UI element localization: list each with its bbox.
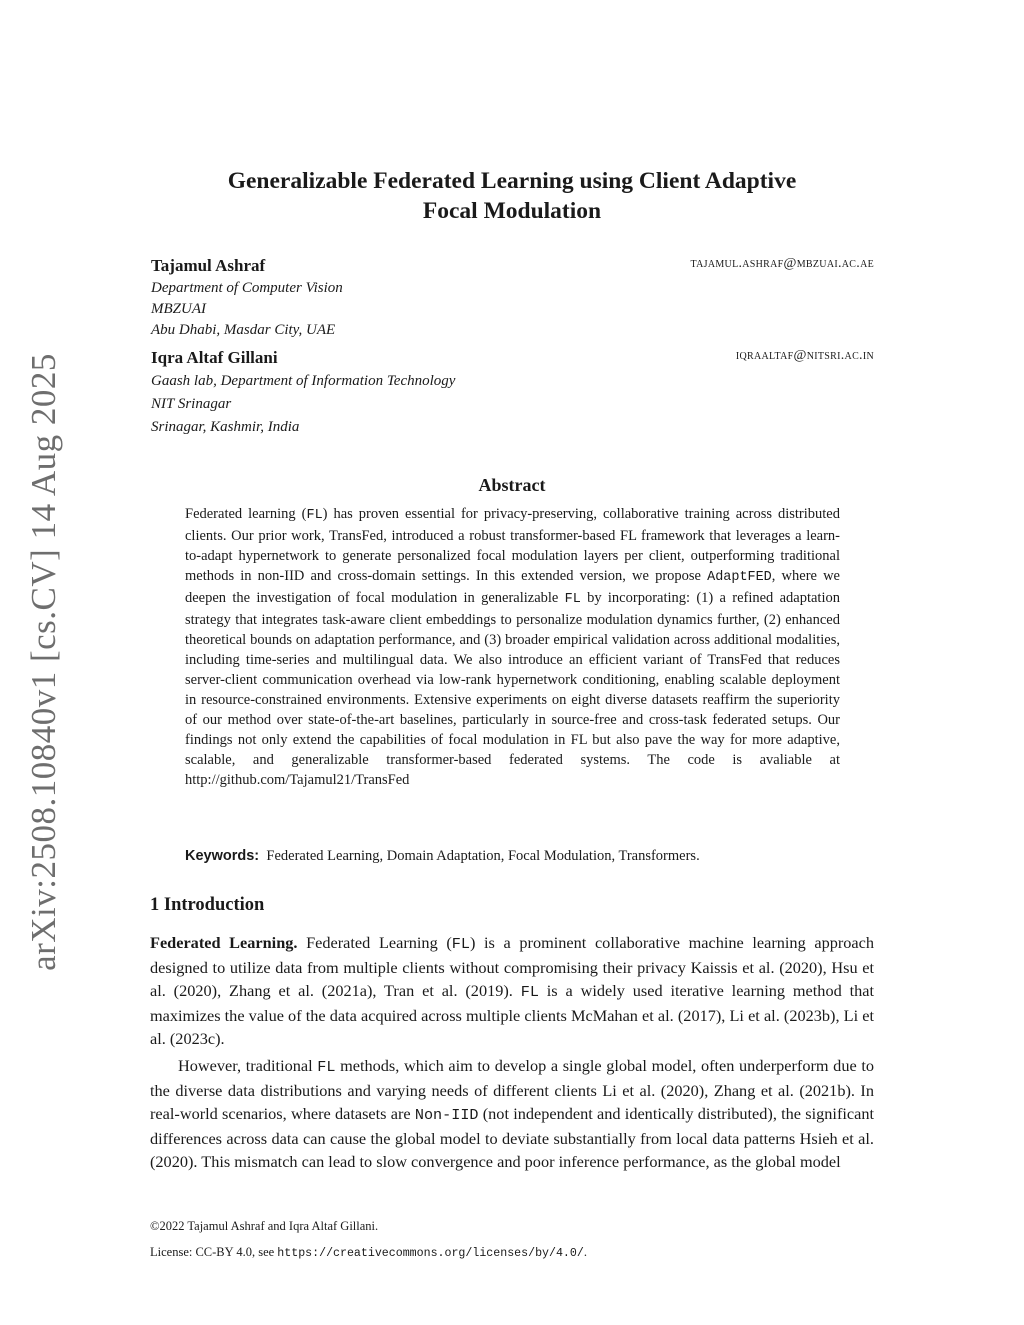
author-institution: MBZUAI: [151, 301, 206, 317]
code-term: FL: [564, 592, 581, 607]
keywords-list: Federated Learning, Domain Adaptation, Focal Modulation, Transformers.: [266, 848, 700, 864]
license-line: [150, 1239, 587, 1267]
code-term: AdaptFED: [707, 570, 772, 585]
author-location: Abu Dhabi, Masdar City, UAE: [151, 322, 336, 338]
author-email[interactable]: iqraaltaf@nitsri.ac.in: [735, 348, 874, 363]
author-department: Gaash lab, Department of Information Technology: [151, 373, 456, 389]
keywords-label: Keywords:: [185, 848, 260, 864]
introduction-body: [150, 931, 874, 1173]
code-term: FL: [451, 935, 470, 953]
license-link[interactable]: https://creativecommons.org/licenses/by/4.0/: [277, 1247, 584, 1260]
author-name: Tajamul Ashraf: [151, 256, 266, 275]
section-heading-introduction: 1 Introduction: [150, 895, 265, 915]
paragraph: [150, 931, 874, 1050]
author-institution: NIT Srinagar: [151, 396, 232, 412]
author-block-1: [151, 254, 874, 341]
author-name: Iqra Altaf Gillani: [151, 348, 278, 367]
arxiv-sidebar-stamp: arXiv:2508.10840v1 [cs.CV] 14 Aug 2025: [24, 353, 63, 971]
abstract-heading: Abstract: [478, 475, 546, 495]
body-text: Federated Learning (: [297, 933, 452, 952]
license-end: .: [583, 1245, 587, 1259]
author-location: Srinagar, Kashmir, India: [151, 419, 300, 435]
abstract-text: Federated learning (: [185, 506, 307, 522]
body-text: methods, which aim to develop a single global model, often underperform due to the diverse data distributions and varying needs of different clients Li et al. (2020), Zhang et al. (2021b). In real-world scenarios, where datasets are: [150, 1056, 874, 1123]
code-term: FL: [306, 508, 323, 523]
paper-title: [150, 166, 874, 226]
title-line-1: Generalizable Federated Learning using Client Adaptive: [227, 168, 797, 194]
author-block-2: [151, 346, 874, 439]
body-text: is a widely used iterative learning method that maximizes the value of the data acquired across multiple clients McMahan et al. (2017), Li et al. (2023b), Li et al. (2023c).: [150, 981, 875, 1048]
abstract-text: , where we deepen the investigation of focal modulation in generalizable: [185, 568, 840, 606]
code-term: FL: [317, 1058, 336, 1076]
code-term: Non-IID: [414, 1106, 479, 1124]
body-text: However, traditional: [178, 1056, 318, 1075]
paragraph: [150, 1054, 874, 1173]
code-term: FL: [520, 983, 539, 1001]
paragraph-lead: Federated Learning.: [150, 933, 298, 952]
author-email[interactable]: tajamul.ashraf@mbzuai.ac.ae: [690, 256, 874, 271]
license-label: License: CC-BY 4.0, see: [150, 1245, 278, 1259]
title-line-2: Focal Modulation: [422, 198, 602, 224]
abstract-text: ) has proven essential for privacy-preserving, collaborative training across distributed clients. Our prior work, TransFed, introduced a robust transformer-based FL framework that leverages a learn-to-adapt hypernetwork to generate personalized focal modulation layers per client, outperforming traditional methods in non-IID and cross-domain settings. In this extended version, we propose: [185, 506, 840, 584]
body-text: ) is a prominent collaborative machine learning approach designed to utilize data from multiple clients without compromising their privacy Kaissis et al. (2020), Hsu et al. (2020), Zhang et al. (2021a), Tran et al. (2019).: [150, 933, 875, 1000]
copyright-line: ©2022 Tajamul Ashraf and Iqra Altaf Gillani.: [150, 1219, 379, 1233]
abstract-body: [185, 504, 840, 790]
keywords: [185, 846, 840, 866]
footer: [150, 1213, 587, 1267]
abstract-text: by incorporating: (1) a refined adaptation strategy that integrates task-aware client embeddings to personalize modulation dynamics further, (2) enhanced theoretical bounds on adaptation performance, and (3) broader empirical validation across additional modalities, including time-series and multilingual data. We also introduce an efficient variant of TransFed that reduces server-client communication overhead via low-rank hypernetwork conditioning, enabling scalable deployment in resource-constrained environments. Extensive experiments on eight diverse datasets reaffirm the superiority of our method over state-of-the-art baselines, particularly in source-free and cross-task federated setups. Our findings not only extend the capabilities of focal modulation in FL but also pave the way for more adaptive, scalable, and generalizable transformer-based federated systems. The code is avaliable at http://github.com/Tajamul21/TransFed: [185, 590, 840, 788]
body-text: (not independent and identically distributed), the significant differences across data can cause the global model to deviate substantially from local data patterns Hsieh et al. (2020). This mismatch can lead to slow convergence and poor inference performance, as the global model: [150, 1104, 875, 1171]
author-department: Department of Computer Vision: [151, 280, 343, 296]
